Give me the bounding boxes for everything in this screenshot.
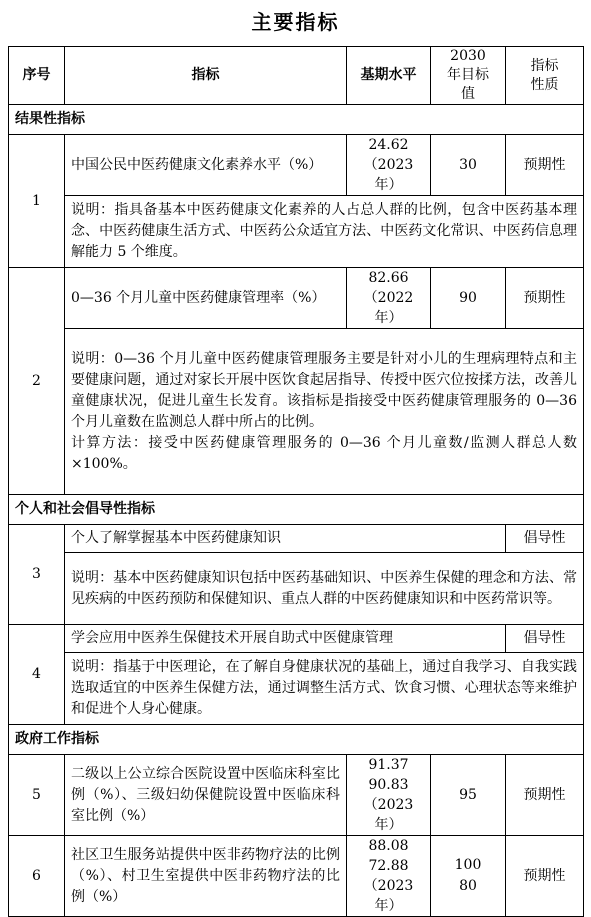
row-note: 说明：基本中医药健康知识包括中医药基础知识、中医养生保健的理念和方法、常见疾病的中医药预防和保健知识、重点人群的中医药健康知识和中医药常识等。: [65, 553, 584, 625]
table-row: [9, 525, 584, 553]
header-seq: 序号: [9, 47, 65, 105]
table-row: [9, 268, 584, 329]
header-target: [431, 47, 506, 105]
row-base-value-1: 91.37: [368, 757, 409, 773]
header-base: 基期水平: [347, 47, 431, 105]
row-nature: 预期性: [506, 268, 584, 329]
row-seq: 3: [9, 525, 65, 625]
header-nature: [506, 47, 584, 105]
row-base: [347, 755, 431, 836]
section-title-outcome: 结果性指标: [9, 105, 584, 135]
row-base: 24.62（2023 年）: [347, 135, 431, 196]
row-target-value-2: 80: [459, 878, 477, 894]
table-header-row: [9, 47, 584, 105]
row-seq: 1: [9, 135, 65, 268]
row-indicator: 个人了解掌握基本中医药健康知识: [65, 525, 506, 553]
table-row-note: [9, 329, 584, 495]
row-base-value-1: 88.08: [368, 838, 409, 854]
indicator-table: [8, 46, 584, 917]
row-indicator: 中国公民中医药健康文化素养水平（%）: [65, 135, 347, 196]
row-indicator: 0—36 个月儿童中医药健康管理率（%）: [65, 268, 347, 329]
row-base-year: （2023 年）: [363, 797, 414, 833]
table-row-note: [9, 653, 584, 725]
row-note: 说明：指具备基本中医药健康文化素养的人占总人群的比例，包含中医药基本理念、中医药健康生活方式、中医药公众适宜方法、中医药文化常识、中医药信息理解能力 5 个维度。: [65, 196, 584, 268]
section-row: [9, 105, 584, 135]
row-note-text: 说明：0—36 个月儿童中医药健康管理服务主要是针对小儿的生理病理特点和主要健康问题，通过对家长开展中医饮食起居指导、传授中医穴位按揉方法，改善儿童健康状况，促进儿童生长发育。该指标是指接受中医药健康管理服务的 0—36 个月儿童数在监测总人群中所占的比例。: [71, 350, 577, 430]
row-base-value-2: 72.88: [368, 858, 409, 874]
section-title-government: 政府工作指标: [9, 725, 584, 755]
row-indicator: 二级以上公立综合医院设置中医临床科室比例（%）、三级妇幼保健院设置中医临床科室比例（%）: [65, 755, 347, 836]
table-row: [9, 135, 584, 196]
row-calc-text: 计算方法：接受中医药健康管理服务的 0—36 个月儿童数/监测人群总人数×100%。: [71, 434, 577, 472]
row-target-value-1: 100: [454, 857, 482, 873]
row-seq: 5: [9, 755, 65, 836]
row-target: 90: [431, 268, 506, 329]
row-base: [347, 836, 431, 917]
row-seq: 2: [9, 268, 65, 495]
row-seq: 6: [9, 836, 65, 917]
row-target: 30: [431, 135, 506, 196]
row-note: 说明：指基于中医理论，在了解自身健康状况的基础上，通过自我学习、自我实践选取适宜的中医养生保健方法，通过调整生活方式、饮食习惯、心理状态等来维护和促进个人身心健康。: [65, 653, 584, 725]
row-nature: 预期性: [506, 836, 584, 917]
row-nature: 预期性: [506, 755, 584, 836]
row-nature: 预期性: [506, 135, 584, 196]
row-note: [65, 329, 584, 495]
row-base: 82.66（2022 年）: [347, 268, 431, 329]
row-indicator: 社区卫生服务站提供中医非药物疗法的比例（%）、村卫生室提供中医非药物疗法的比例（%）: [65, 836, 347, 917]
header-nature-text: 指标性质: [530, 57, 559, 93]
table-row: [9, 625, 584, 653]
table-row: [9, 836, 584, 917]
section-row: [9, 495, 584, 525]
row-target: 95: [431, 755, 506, 836]
section-row: [9, 725, 584, 755]
row-seq: 4: [9, 625, 65, 725]
row-base-value-2: 90.83: [368, 777, 409, 793]
header-target-text: 2030 年目标值: [447, 48, 489, 102]
row-target: [431, 836, 506, 917]
row-indicator: 学会应用中医养生保健技术开展自助式中医健康管理: [65, 625, 506, 653]
table-row-note: [9, 553, 584, 625]
table-row: [9, 755, 584, 836]
row-nature: 倡导性: [506, 525, 584, 553]
table-row-note: [9, 196, 584, 268]
section-title-advocacy: 个人和社会倡导性指标: [9, 495, 584, 525]
header-indicator: 指标: [65, 47, 347, 105]
page-title: 主要指标: [251, 10, 340, 34]
row-nature: 倡导性: [506, 625, 584, 653]
row-base-year: （2023 年）: [363, 878, 414, 914]
